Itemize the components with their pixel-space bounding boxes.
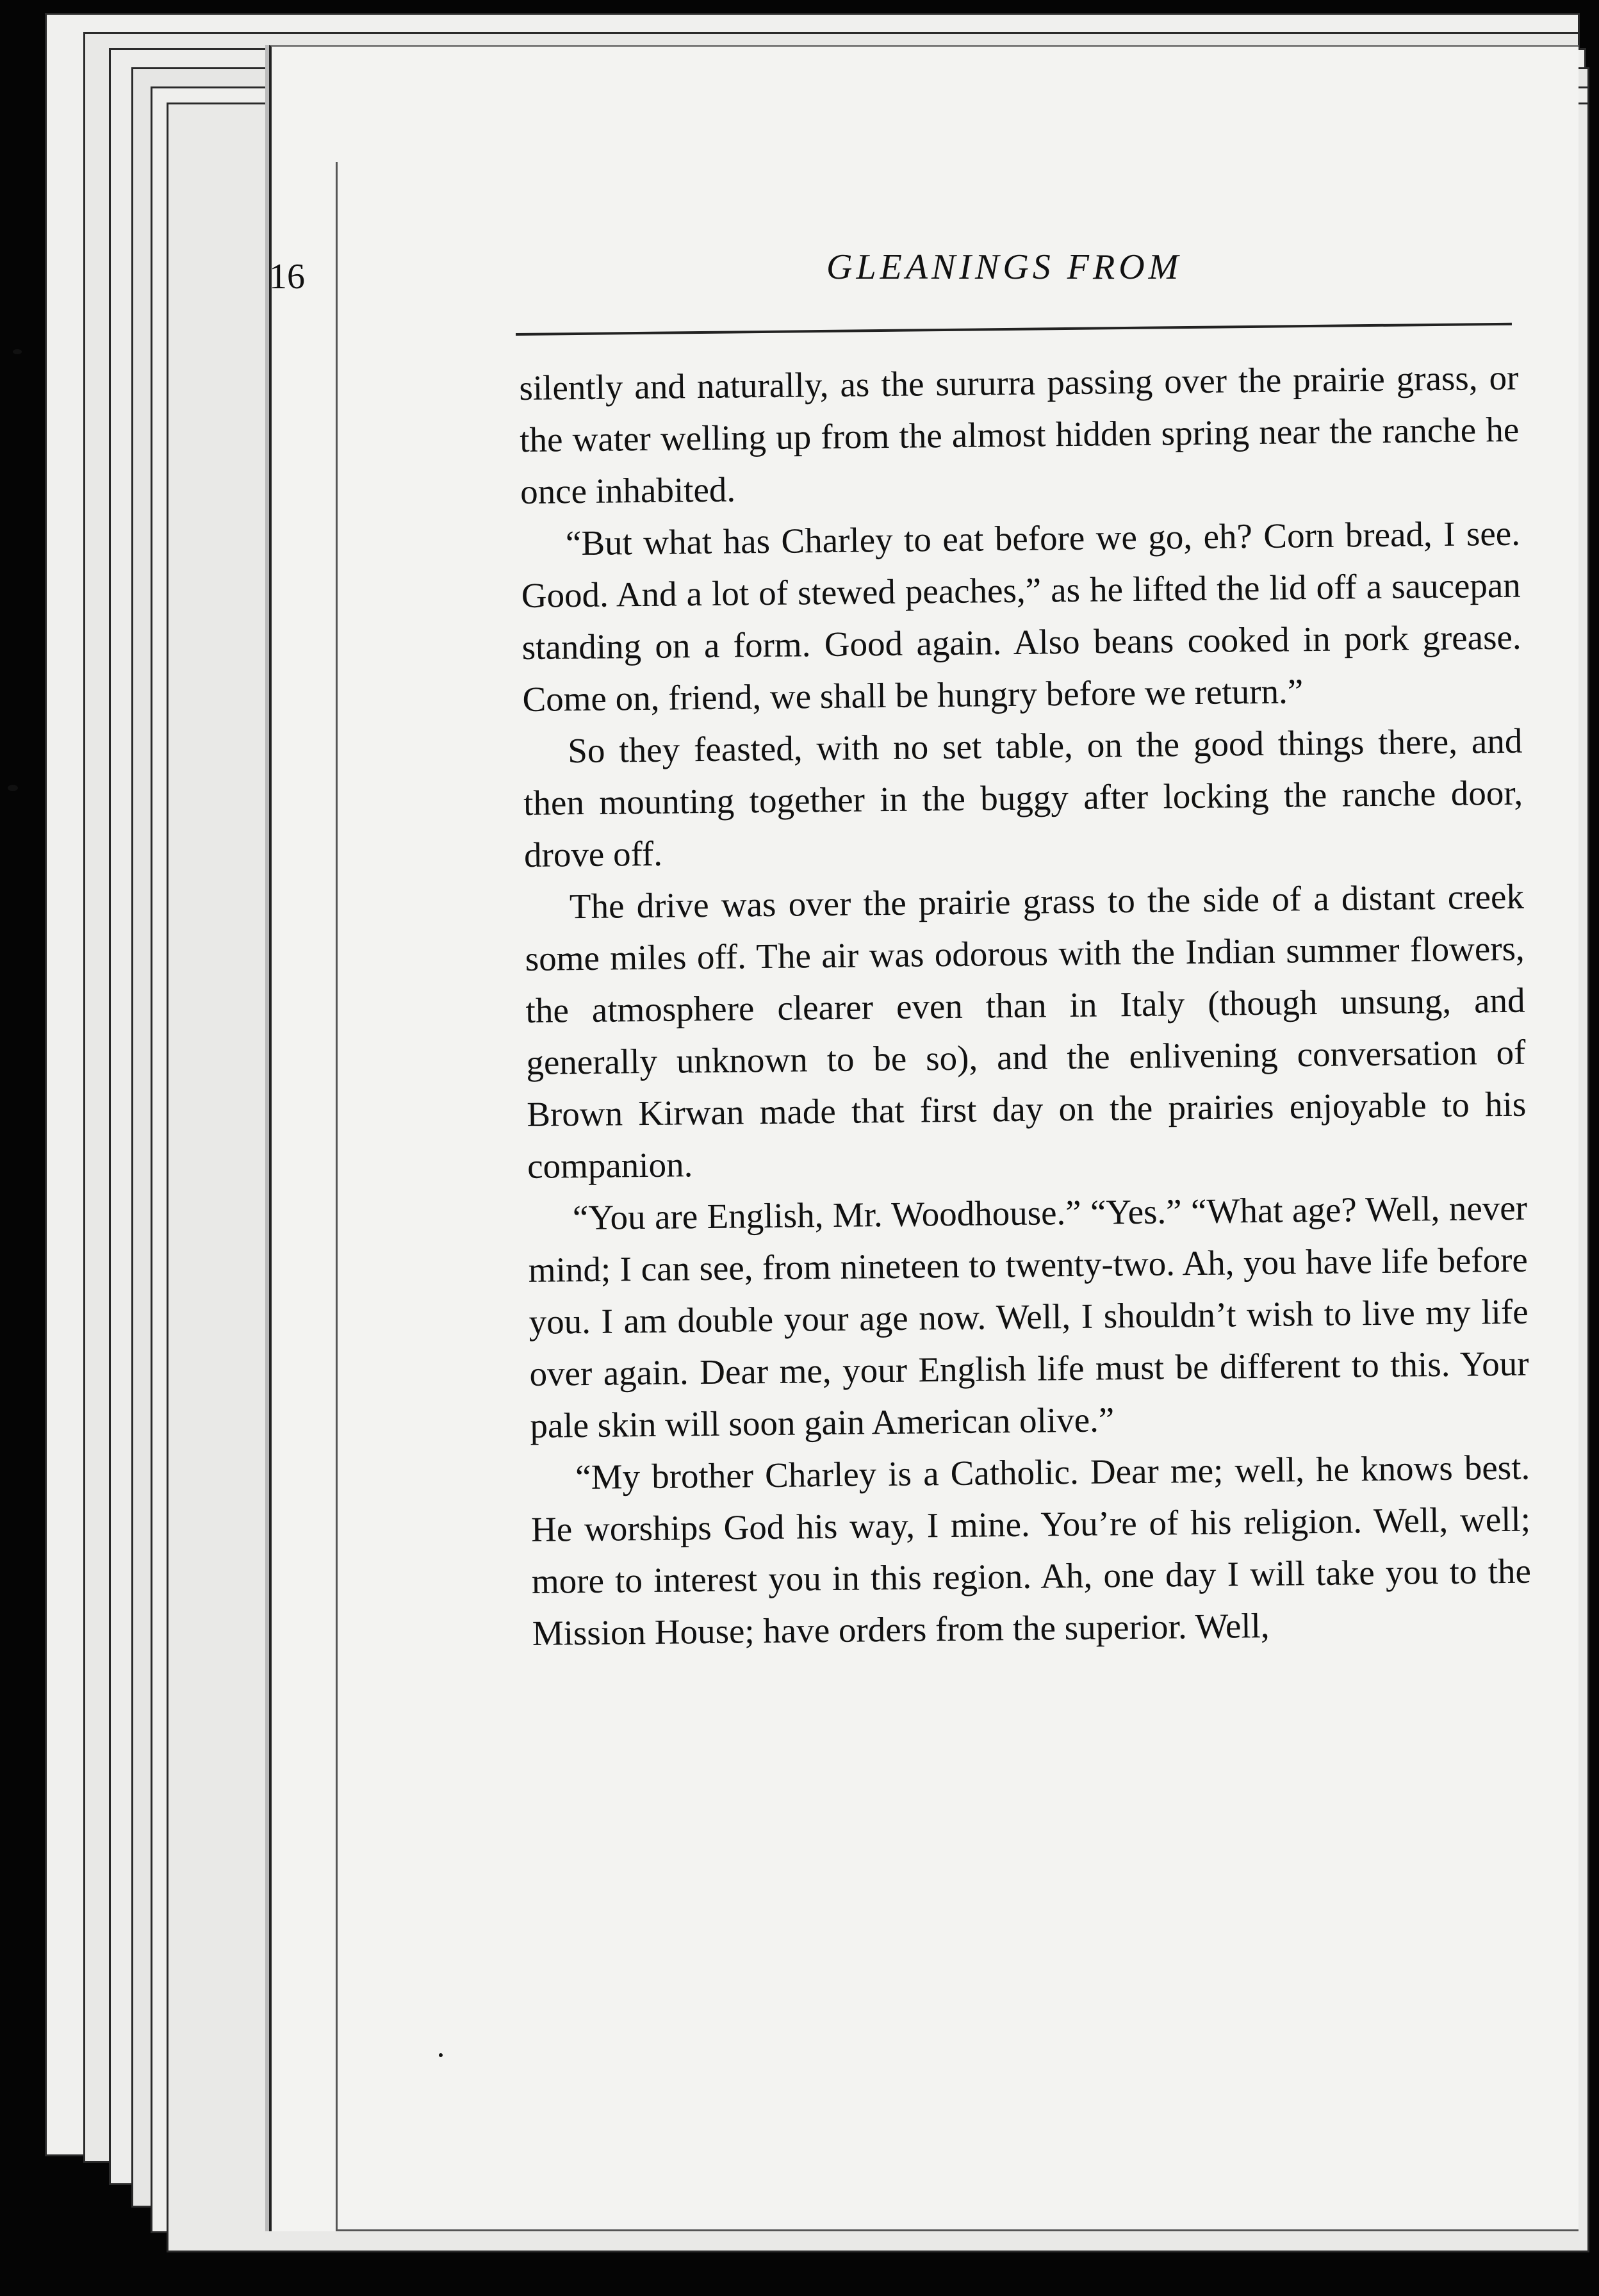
body-text: [519, 352, 1532, 1659]
paragraph: “My brother Charley is a Catholic. Dear me; well, he knows best. He worships God his way, I mine. You’re of his religion. Well, well; more to interest you in this region. Ah, one day I will take you to the Mission House; have orders from the superior. Well,: [530, 1447, 1532, 1653]
paragraph: So they feasted, with no set table, on the good things there, and then mounting together in the buggy after locking the ranche door, drove off.: [523, 721, 1523, 874]
paragraph: silently and naturally, as the sururra passing over the prairie grass, or the water welling up from the almost hidden spring near the ranche he once inhabited.: [519, 357, 1520, 511]
paragraph: “You are English, Mr. Woodhouse.” “Yes.” “What age? Well, never mind; I can see, from nineteen to twenty-two. Ah, you have life before you. I am double your age now. Well, I shouldn’t wish to live my life over again. Dear me, your English life must be different to this. Your pale skin will soon gain American olive.”: [528, 1188, 1529, 1445]
scan-speck: [8, 785, 18, 791]
paragraph: The drive was over the prairie grass to the side of a distant creek some miles off. The air was odorous with the Indian summer flowers, the atmosphere clearer even than in Italy (though unsung, and generally unknown to be so), and the enlivening conversation of Brown Kirwan made that first day on the prairies enjoyable to his companion.: [525, 876, 1527, 1186]
scan-speck: [439, 2053, 443, 2057]
paragraph: “But what has Charley to eat before we go, eh? Corn bread, I see. Good. And a lot of stewed peaches,” as he lifted the lid off a saucepan standing on a form. Good again. Also beans cooked in pork grease. Come on, friend, we shall be hungry before we return.”: [521, 513, 1521, 719]
running-title: GLEANINGS FROM: [826, 247, 1183, 287]
scan-speck: [13, 349, 22, 354]
page-number: 16: [269, 257, 305, 297]
